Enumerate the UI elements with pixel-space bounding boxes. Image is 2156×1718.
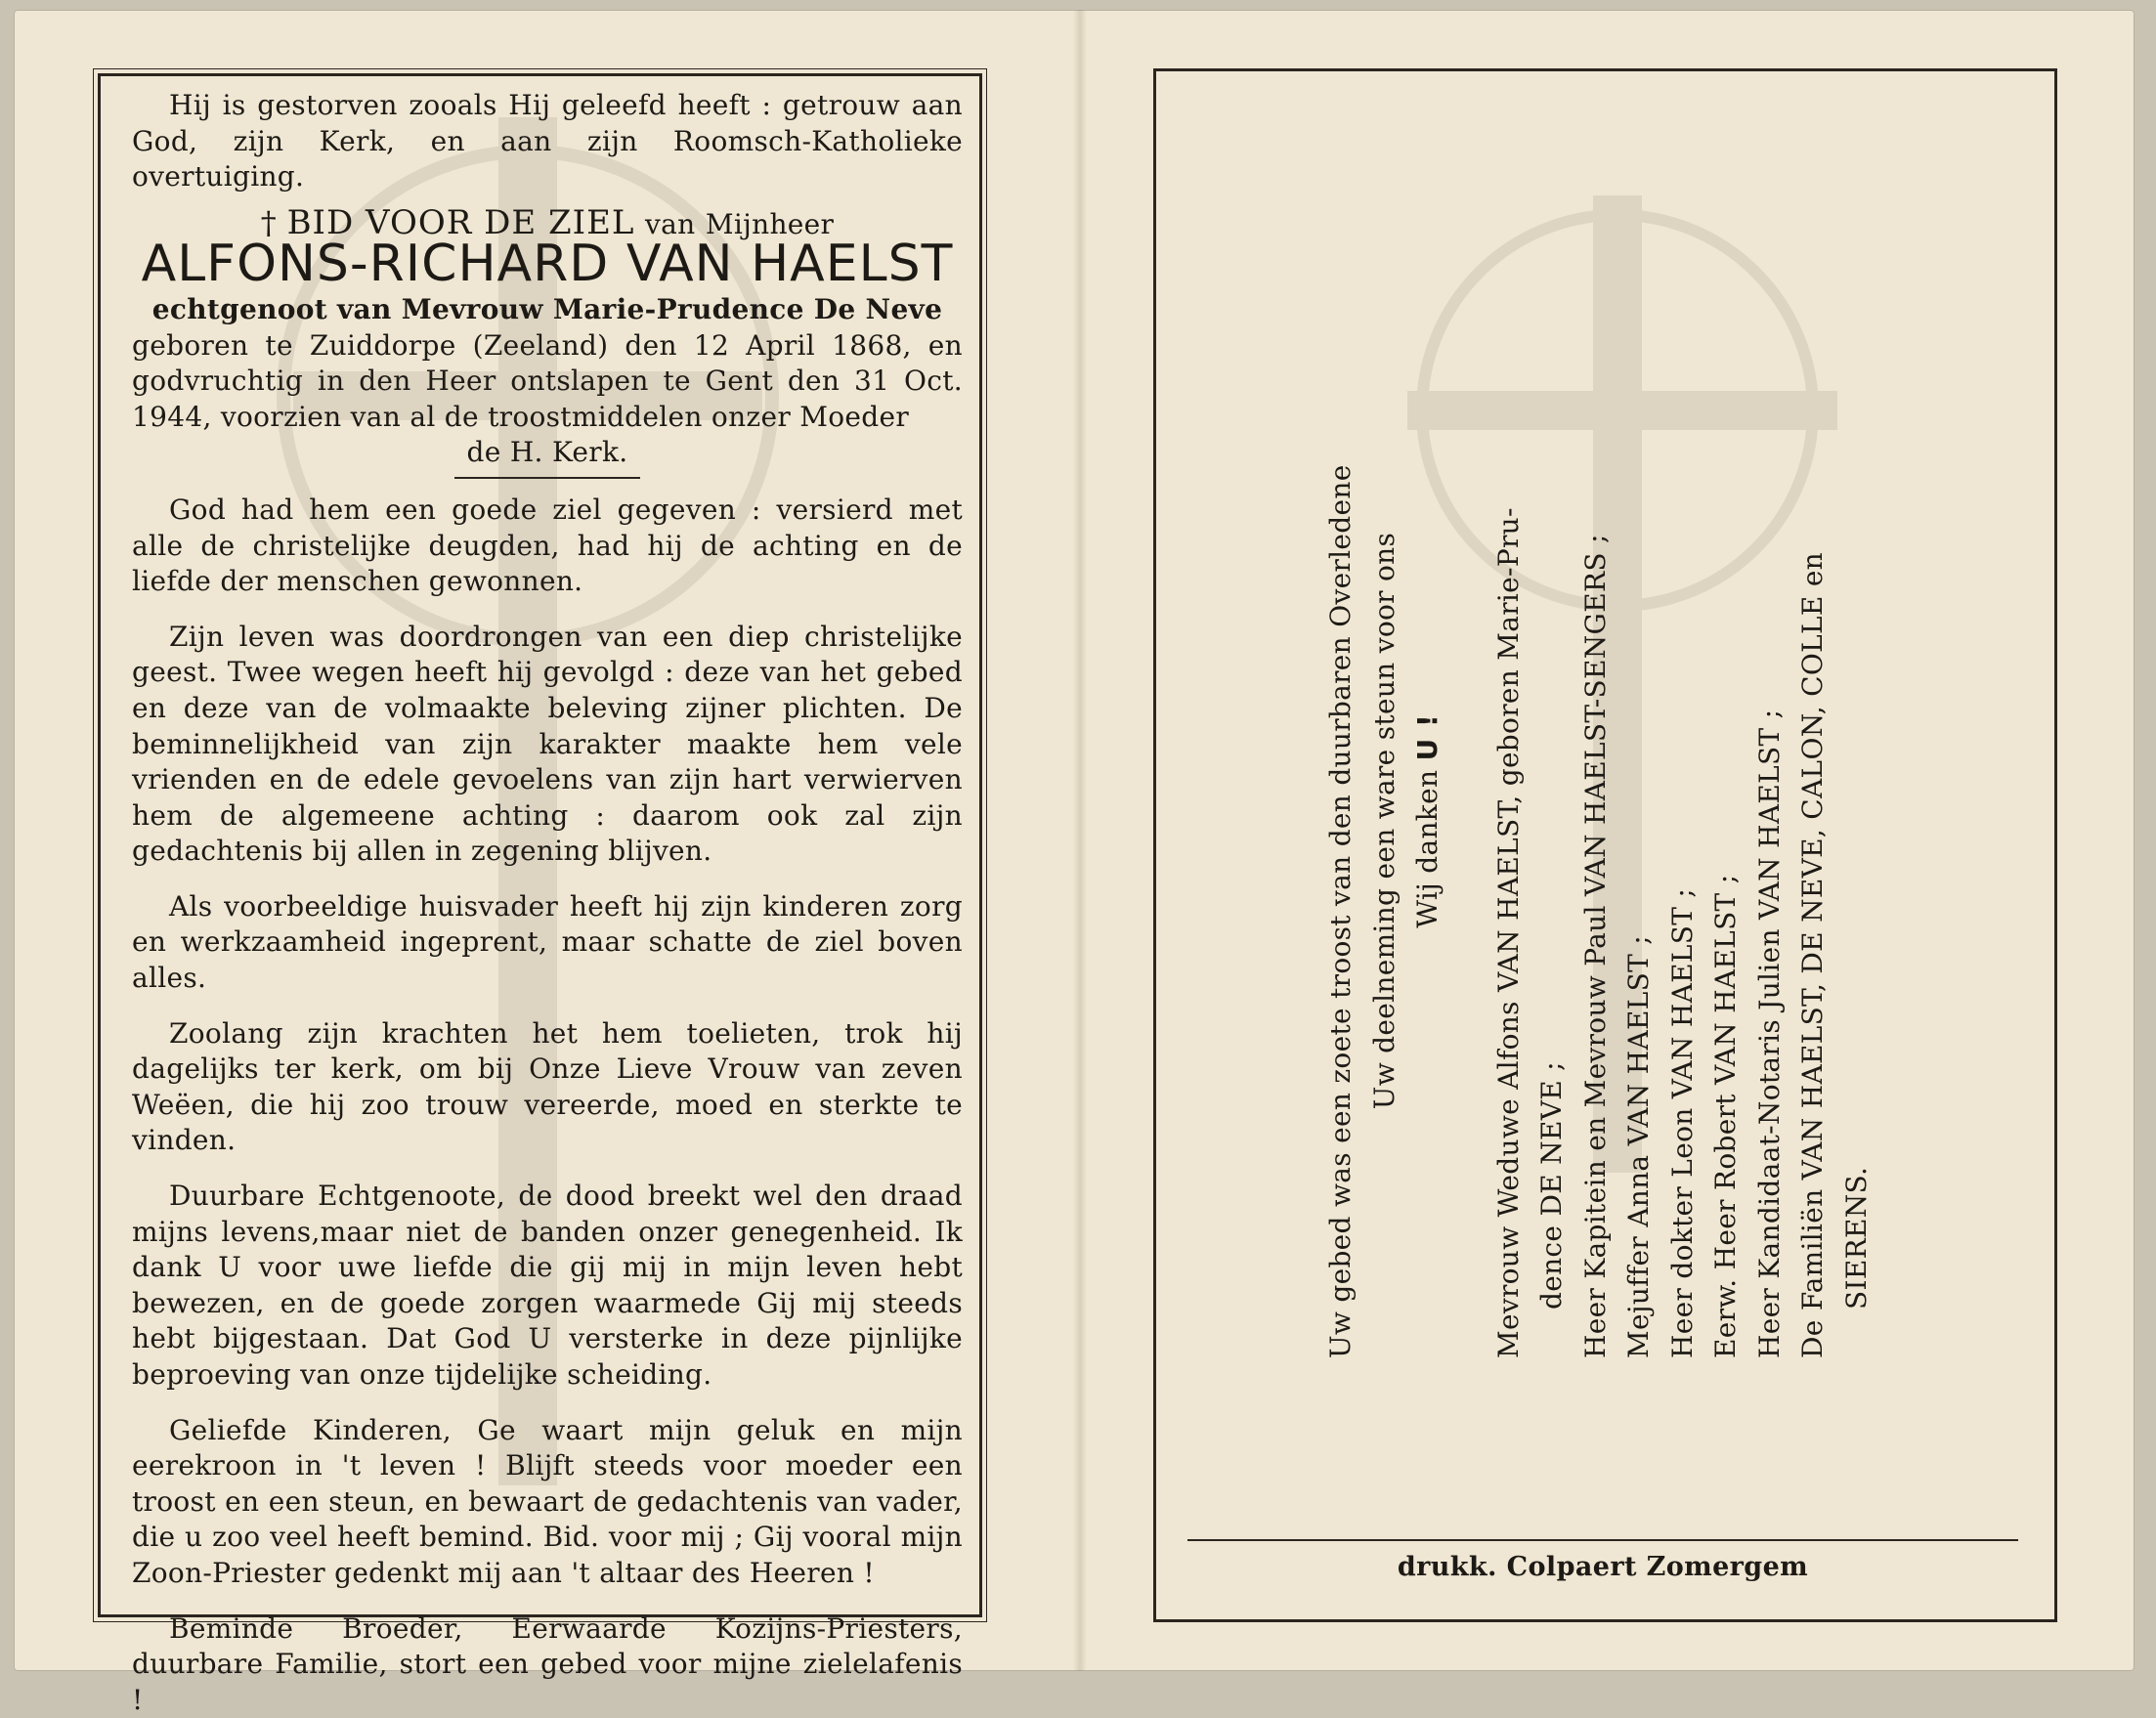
family-line-9: SIERENS. [1839,1166,1873,1310]
paragraph-2: Zijn leven was doordrongen van een diep christelijke geest. Twee wegen heeft hij gevolgd : deze van het gebed en deze van de volmaakte beleving zijner plichten. De beminnelijkheid van zijn karakter maakte hem vele vrienden en de edele gevoelens van zijn hart verwierven hem de algemeene achting : daarom ook zal zijn gedachtenis bij allen in zegening blijven. [132,620,963,868]
paragraph-3: Als voorbeeldige huisvader heeft hij zijn kinderen zorg en werkzaamheid ingeprent, maar schatte de ziel boven alles. [132,889,963,995]
family-line-4: Mejuffer Anna VAN HAELST ; [1622,934,1655,1358]
prayer-van: van [644,207,696,240]
family-line-1: Mevrouw Weduwe Alfons VAN HAELST, geboren Marie-Pru- [1491,507,1525,1358]
cross-icon: † [260,203,278,241]
divider-rule [454,477,640,479]
prayer-title: Mijnheer [705,207,835,240]
family-line-8: De Familiën VAN HAELST, DE NEVE, CALON, COLLE en [1796,551,1829,1358]
paragraph-4: Zoolang zijn krachten het hem toelieten, trok hij dagelijks ter kerk, om bij Onze Lieve Vrouw van zeven Weëen, die hij zoo trouw vereerde, moed en sterkte te vinden. [132,1016,963,1157]
paragraph-1: God had hem een goede ziel gegeven : versierd met alle de christelijke deugden, had hij de achting en de liefde der menschen gewonnen. [132,493,963,598]
thanks-text-block [1319,283,1878,1358]
family-line-6: Eerw. Heer Robert VAN HAELST ; [1709,874,1742,1358]
thanks-you: U ! [1411,713,1444,761]
bottom-rule [1187,1539,2018,1541]
family-line-5: Heer dokter Leon VAN HAELST ; [1665,887,1699,1358]
family-line-7: Heer Kandidaat-Notaris Julien VAN HAELST ; [1752,709,1786,1358]
paragraph-6: Geliefde Kinderen, Ge waart mijn geluk en mijn eerekroon in 't leven ! Blijft steeds voor moeder een troost en een steun, en bewaart de gedachtenis van vader, die u zoo veel heeft bemind. Bid. voor mij ; Gij vooral mijn Zoon-Priester gedenkt mij aan 't altaar des Heeren ! [132,1413,963,1589]
thanks-line-2: Uw deelneming een ware steun voor ons [1367,532,1401,1110]
church-line: de H. Kerk. [466,436,628,469]
thanks-line-1: Uw gebed was een zoete troost van den duurbaren Overledene [1324,464,1357,1358]
intro-text: Hij is gestorven zooals Hij geleefd heeft : getrouw aan God, zijn Kerk, en aan zijn Roomsch-Katholieke overtuiging. [132,89,963,193]
family-line-3: Heer Kapitein en Mevrouw Paul VAN HAELST-SENGERS ; [1578,534,1612,1358]
paragraph-7: Beminde Broeder, Eerwaarde Kozijns-Priesters, duurbare Familie, stort een gebed voor mijne zielelafenis ! [132,1611,963,1716]
thanks-line-3 [1406,283,1450,1358]
family-line-2: dence DE NEVE ; [1535,1061,1568,1310]
birth-death-text: geboren te Zuiddorpe (Zeeland) den 12 April 1868, en godvruchtig in den Heer ontslapen te Gent den 31 Oct. 1944, voorzien van al de troostmiddelen onzer Moeder [132,328,963,433]
left-panel-text [132,88,963,1718]
thanks-we: Wij danken [1411,769,1444,928]
printer-credit: drukk. Colpaert Zomergem [1397,1552,1809,1582]
spouse-line: echtgenoot van Mevrouw Marie-Prudence De Neve [151,292,943,325]
prayer-main: BID VOOR DE ZIEL [286,202,635,242]
deceased-name: ALFONS-RICHARD VAN HAELST [141,235,954,294]
paragraph-5: Duurbare Echtgenoote, de dood breekt wel den draad mijns levens,maar niet de banden onzer genegenheid. Ik dank U voor uwe liefde die gij mij in mijn leven hebt bewezen, en de goede zorgen waarmede Gij mij steeds hebt bijgestaan. Dat God U versterke in deze pijnlijke beproeving van onze tijdelijke scheiding. [132,1180,963,1391]
card-fold [1073,10,1087,1671]
